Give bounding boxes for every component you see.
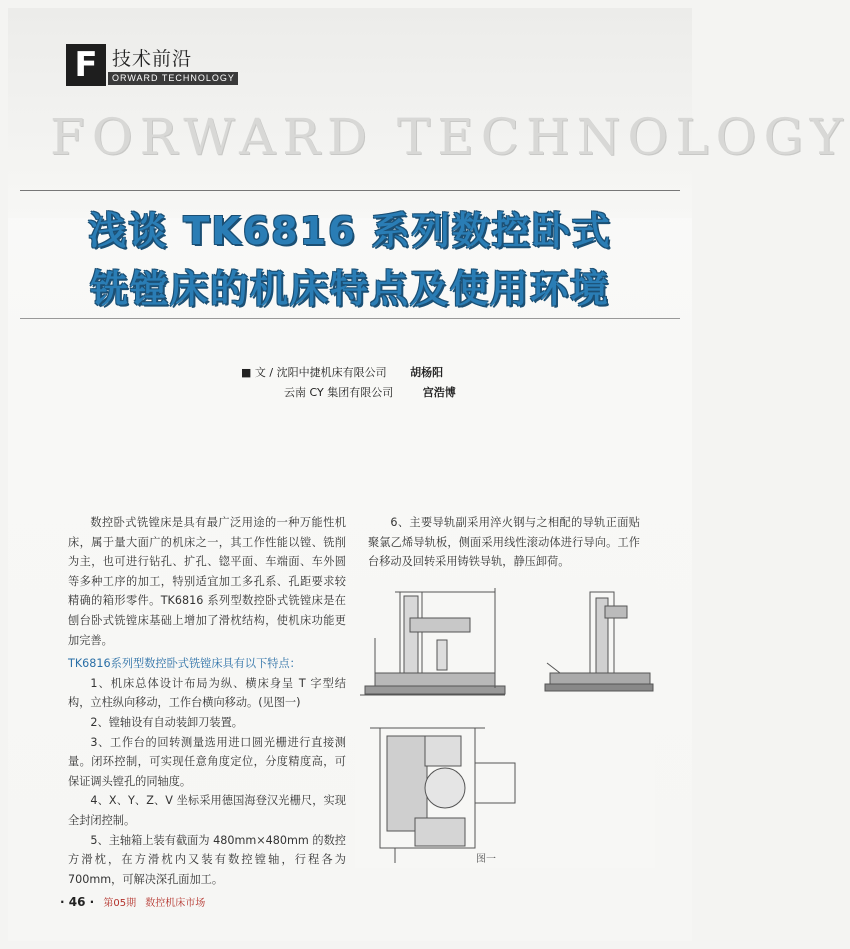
byline-company-1: 沈阳中捷机床有限公司 [276,366,387,379]
figure-caption: 图一 [476,854,496,865]
article-title-line-1: 浅谈 TK6816 系列数控卧式 [88,209,612,253]
section-subtitle: ORWARD TECHNOLOGY [108,72,238,85]
section-letter: F [66,44,106,86]
byline-row-1 [241,364,443,380]
article-title-line-2: 铣镗床的机床特点及使用环境 [89,267,610,311]
issue-number: 第05期 [103,898,137,909]
right-column [368,513,640,572]
features-heading: TK6816系列型数控卧式铣镗床具有以下特点： [68,657,301,671]
left-column [68,513,346,889]
section-title: 技术前沿 [112,48,193,70]
intro-paragraph: 数控卧式铣镗床是具有最广泛用途的一种万能性机床，属于量大面广的机床之一，其工作性能以镗、铣削为主，也可进行钻孔、扩孔、锪平面、车端面、车外圆等多种工序的加工，特别适宜加工多孔系、孔距要求较精确的箱形零件。TK6816 系列型数控卧式铣镗床是在刨台卧式铣镗床基础上增加了滑枕结构，使机床功能更加完善。 [68,516,346,647]
byline-company-2: 云南 CY 集团有限公司 [284,386,394,399]
feature-5: 5、主轴箱上装有截面为 480mm×480mm 的数控方滑枕，在方滑枕内又装有数控镗轴，行程各为 700mm，可解决深孔面加工。 [68,833,346,886]
magazine-name: 数控机床市场 [145,898,206,909]
feature-3: 3、工作台的回转测量选用进口圆光栅进行直接测量。闭环控制，可实现任意角度定位，分度精度高，可保证调头镗孔的同轴度。 [68,735,346,788]
byline-author-1: 胡杨阳 [410,366,444,379]
feature-4: 4、X、Y、Z、V 坐标采用德国海登汉光栅尺，实现全封闭控制。 [68,794,346,827]
byline-row-2 [284,384,456,400]
feature-6: 6、主要导轨副采用淬火钢与之相配的导轨正面贴聚氯乙烯导轨板，侧面采用线性滚动体进行导向。工作台移动及回转采用铸铁导轨，静压卸荷。 [368,516,640,569]
header-watermark: FORWARD TECHNOLOGY [50,108,850,166]
title-rule-bottom [20,318,680,319]
machine-drawing-figure [355,578,655,868]
page-number: · 46 · [60,895,95,909]
title-rule-top [20,190,680,191]
section-badge [66,44,242,86]
page-footer [60,894,205,909]
byline-marker: ■ [241,366,252,379]
feature-2: 2、镗轴设有自动装卸刀装置。 [90,715,243,729]
feature-1: 1、机床总体设计布局为纵、横床身呈 T 字型结构，立柱纵向移动，工作台横向移动。(见图一) [68,676,346,710]
byline-label: 文 / [254,366,274,379]
byline-author-2: 宫浩博 [422,386,456,399]
